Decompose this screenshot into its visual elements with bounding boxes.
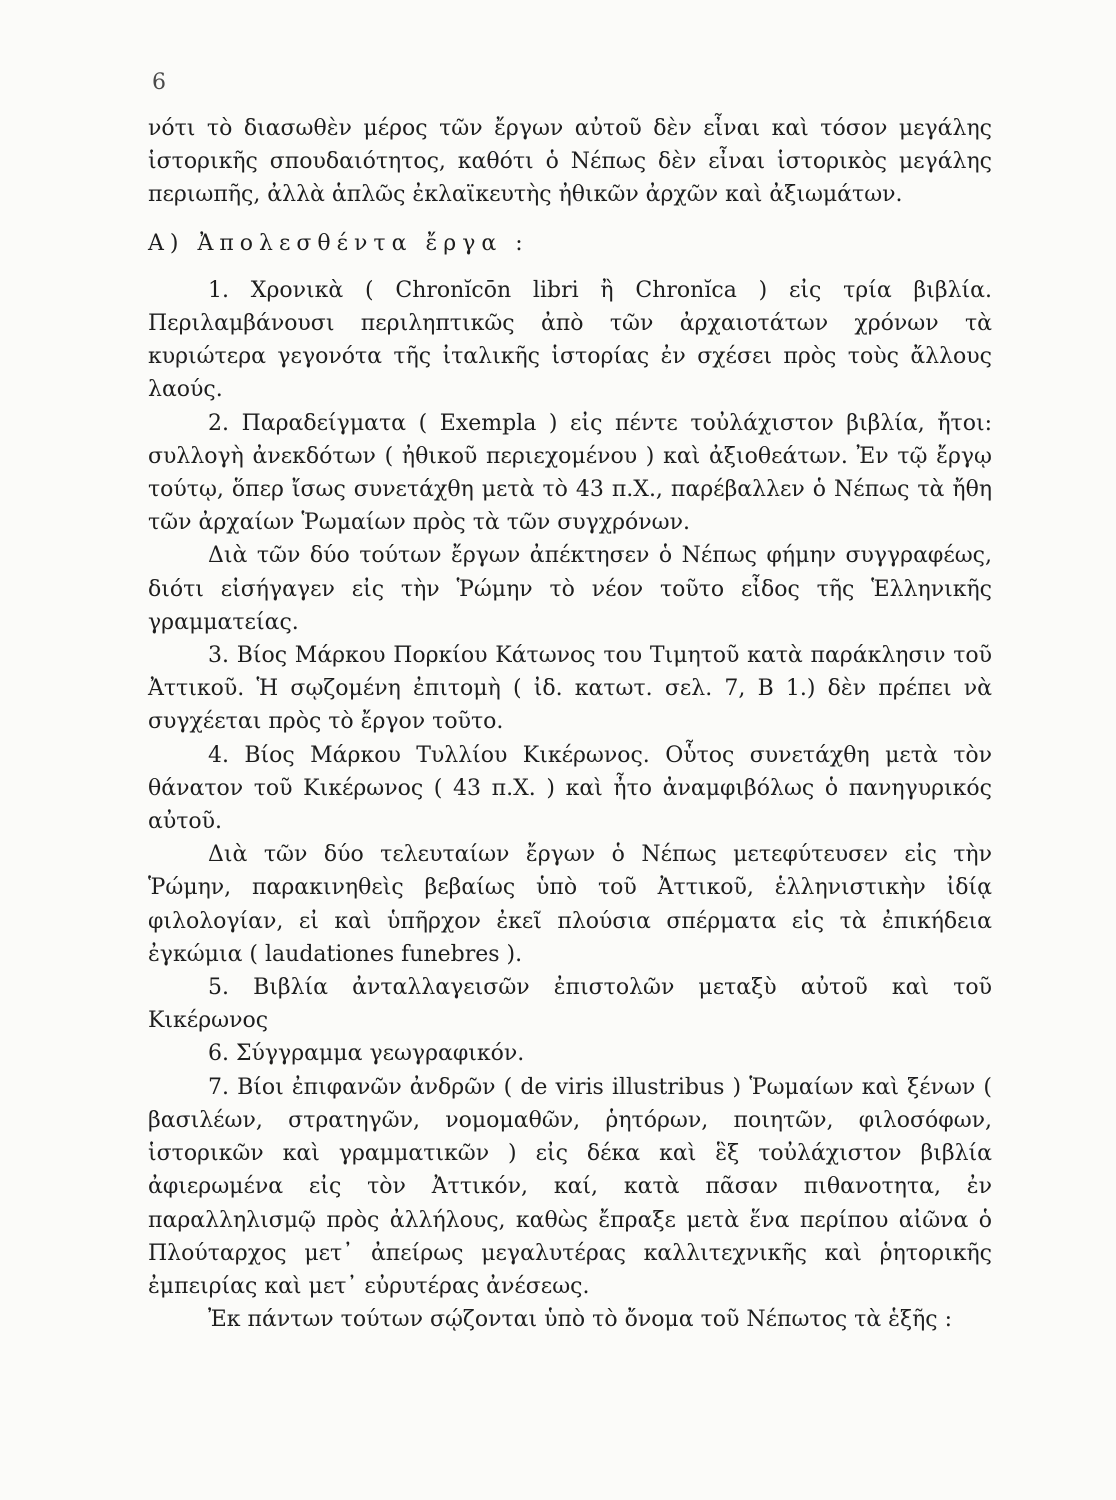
work-item-2: 2. Παραδείγματα ( Exempla ) εἰς πέντε τοὐλάχιστον βιβλία, ἤτοι: συλλογὴ ἀνεκδότων ( ἠθικοῦ περιεχομένου ) καὶ ἀξιοθεάτων. Ἐν τῷ ἔργῳ τούτῳ, ὅπερ ἴσως συνετάχθη μετὰ τὸ 43 π.Χ., παρέβαλλεν ὁ Νέπως τὰ ἤθη τῶν ἀρχαίων Ῥωμαίων πρὸς τὰ τῶν συγχρόνων.	[148, 410, 992, 536]
work-item-7: 7. Βίοι ἐπιφανῶν ἀνδρῶν ( de viris illustribus ) Ῥωμαίων καὶ ξένων ( βασιλέων, στρατηγῶν, νομομαθῶν, ῥητόρων, ποιητῶν, φιλοσόφων, ἱστορικῶν καὶ γραμματικῶν ) εἰς δέκα καὶ ἓξ τοὐλάχιστον βιβλία ἀφιερωμένα εἰς τὸν Ἀττικόν, καί, κατὰ πᾶσαν πιθανοτητα, ἐν παραλληλισμῷ πρὸς ἀλλήλους, καθὼς ἔπραξε μετὰ ἕνα περίπου αἰῶνα ὁ Πλούταρχος μετ᾽ ἀπείρως μεγαλυτέρας καλλιτεχνικῆς καὶ ῥητορικῆς ἐμπειρίας καὶ μετ᾽ εὐρυτέρας ἀνέσεως.	[148, 1074, 992, 1299]
page-body	[148, 112, 992, 1336]
work-item-5: 5. Βιβλία ἀνταλλαγεισῶν ἐπιστολῶν μεταξὺ αὐτοῦ καὶ τοῦ Κικέρωνος	[148, 975, 992, 1034]
work-item-3: 3. Βίος Μάρκου Πορκίου Κάτωνος του Τιμητοῦ κατὰ παράκλησιν τοῦ Ἀττικοῦ. Ἡ σῳζομένη ἐπιτομὴ ( ἰδ. κατωτ. σελ. 7, Β 1.) δὲν πρέπει νὰ συγχέεται πρὸς τὸ ἔργον τοῦτο.	[148, 643, 992, 735]
work-item-4: 4. Βίος Μάρκου Τυλλίου Κικέρωνος. Οὗτος συνετάχθη μετὰ τὸν θάνατον τοῦ Κικέρωνος ( 43 π.Χ. ) καὶ ἦτο ἀναμφιβόλως ὁ πανηγυρικός αὐτοῦ.	[148, 742, 992, 835]
work-item-1: 1. Χρονικὰ ( Chronĭcōn libri ἢ Chronĭca ) εἰς τρία βιβλία. Περιλαμβάνουσι περιληπτικῶς ἀπὸ τῶν ἀρχαιοτάτων χρόνων τὰ κυριώτερα γεγονότα τῆς ἰταλικῆς ἱστορίας ἐν σχέσει πρὸς τοὺς ἄλλους λαούς.	[148, 277, 992, 403]
intro-paragraph: νότι τὸ διασωθὲν μέρος τῶν ἔργων αὐτοῦ δὲν εἶναι καὶ τόσον μεγάλης ἱστορικῆς σπουδαιότητος, καθότι ὁ Νέπως δὲν εἶναι ἱστορικὸς μεγάλης περιωπῆς, ἀλλὰ ἁπλῶς ἐκλαϊκευτὴς ἠθικῶν ἀρχῶν καὶ ἀξιωμάτων.	[148, 116, 992, 208]
page-number: 6	[152, 70, 166, 95]
closing-paragraph: Ἐκ πάντων τούτων σῴζονται ὑπὸ τὸ ὄνομα τοῦ Νέπωτος τὰ ἑξῆς :	[208, 1307, 952, 1333]
lost-works-heading: Α) Ἀπολεσθέντα ἔργα :	[148, 230, 529, 256]
hellenistic-paragraph: Διὰ τῶν δύο τελευταίων ἔργων ὁ Νέπως μετεφύτευσεν εἰς τὴν Ῥώμην, παρακινηθεὶς βεβαίως ὑπὸ τοῦ Ἀττικοῦ, ἑλληνιστικὴν ἰδίᾳ φιλολογίαν, εἰ καὶ ὑπῆρχον ἐκεῖ πλούσια σπέρματα εἰς τὰ ἐπικήδεια ἐγκώμια ( laudationes funebres ).	[148, 842, 992, 967]
work-item-6: 6. Σύγγραμμα γεωγραφικόν.	[208, 1041, 525, 1067]
reputation-paragraph: Διὰ τῶν δύο τούτων ἔργων ἀπέκτησεν ὁ Νέπως φήμην συγγραφέως, διότι εἰσήγαγεν εἰς τὴν Ῥώμην τὸ νέον τοῦτο εἶδος τῆς Ἑλληνικῆς γραμματείας.	[148, 543, 992, 635]
